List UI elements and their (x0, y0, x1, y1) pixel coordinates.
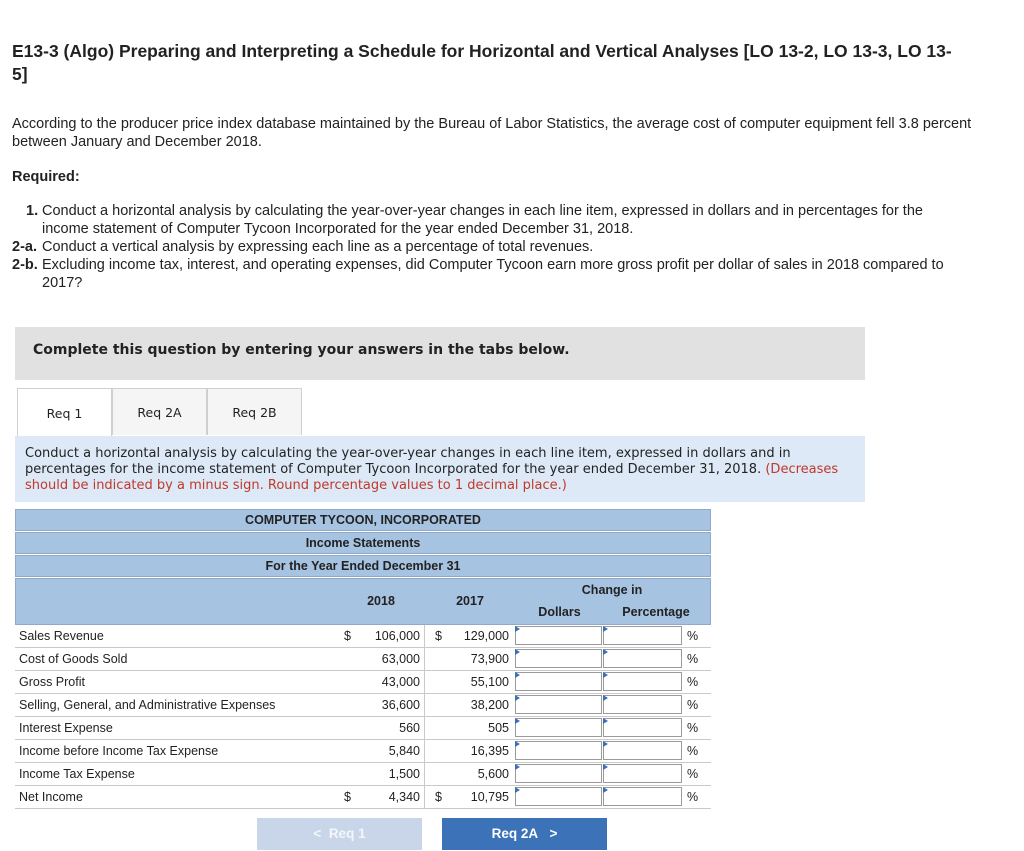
value-2017: 10,795 (470, 790, 509, 804)
table-row (15, 625, 711, 648)
column-divider (424, 648, 425, 670)
input-marker-icon (603, 741, 608, 747)
column-divider (424, 786, 425, 808)
input-marker-icon (603, 787, 608, 793)
required-label: Required: (12, 169, 80, 185)
input-marker-icon (603, 649, 608, 655)
percent-sign: % (687, 721, 699, 735)
percent-sign: % (687, 744, 699, 758)
prev-req-label: Req 1 (328, 826, 366, 841)
input-marker-icon (603, 626, 608, 632)
statement-period: For the Year Ended December 31 (15, 555, 711, 577)
input-marker-icon (515, 787, 520, 793)
row-label: Interest Expense (19, 721, 113, 735)
chevron-right-icon: > (549, 826, 558, 841)
dollar-change-input[interactable] (515, 787, 602, 806)
tab-bar (17, 388, 302, 436)
input-marker-icon (603, 672, 608, 678)
requirements-list (12, 202, 972, 292)
column-divider (424, 740, 425, 762)
requirement-1 (12, 202, 972, 238)
percent-sign: % (687, 629, 699, 643)
dollar-change-input[interactable] (515, 695, 602, 714)
percentage-change-input[interactable] (603, 764, 682, 783)
next-req-label: Req 2A (491, 826, 539, 841)
column-header-row (15, 578, 711, 625)
table-row (15, 648, 711, 671)
requirement-2b (12, 256, 972, 292)
instructions-main: Conduct a horizontal analysis by calculating the year-over-year changes in each line item, expressed in dollars and in percentages for the income statement of Computer Tycoon Incorporated for the year ended December 31, 2018. (25, 446, 791, 477)
company-name: COMPUTER TYCOON, INCORPORATED (15, 509, 711, 531)
value-2018: 106,000 (374, 629, 420, 643)
percentage-change-input[interactable] (603, 695, 682, 714)
column-divider (424, 694, 425, 716)
column-divider (424, 717, 425, 739)
tab-req-1[interactable]: Req 1 (17, 388, 112, 437)
problem-intro: According to the producer price index database maintained by the Bureau of Labor Statistics, the average cost of computer equipment fell 3.8 percent between January and December 2018. (12, 116, 972, 150)
dollar-change-input[interactable] (515, 672, 602, 691)
value-2017: 505 (488, 721, 509, 735)
value-2018: 36,600 (381, 698, 420, 712)
tab-req-2b[interactable]: Req 2B (207, 388, 302, 435)
percentage-change-input[interactable] (603, 787, 682, 806)
tab-instructions (15, 436, 865, 502)
banner-text: Complete this question by entering your answers in the tabs below. (33, 342, 570, 358)
input-marker-icon (603, 764, 608, 770)
value-2018: 63,000 (381, 652, 420, 666)
column-header-dollars: Dollars (538, 605, 581, 619)
row-label: Sales Revenue (19, 629, 104, 643)
column-divider (424, 625, 425, 647)
requirement-2a (12, 238, 972, 256)
percent-sign: % (687, 652, 699, 666)
dollar-change-input[interactable] (515, 626, 602, 645)
value-2018: 4,340 (388, 790, 420, 804)
input-marker-icon (515, 741, 520, 747)
input-marker-icon (515, 695, 520, 701)
instructions-paragraph (25, 446, 855, 494)
tab-req-2a[interactable]: Req 2A (112, 388, 207, 435)
problem-title: E13-3 (Algo) Preparing and Interpreting a Schedule for Horizontal and Vertical Analyses [LO 13-2, LO 13-3, LO 13-5] (12, 41, 952, 84)
requirement-text: Conduct a horizontal analysis by calculating the year-over-year changes in each line item, expressed in dollars and in percentages for the income statement of Computer Tycoon Incorporated for the year ended December 31, 2018. (42, 203, 923, 237)
input-marker-icon (603, 695, 608, 701)
value-2017: 55,100 (470, 675, 509, 689)
table-row (15, 786, 711, 809)
next-req-button[interactable] (442, 818, 607, 850)
instructions-note: (Decreases should be indicated by a minus sign. Round percentage values to 1 decimal place.) (25, 462, 839, 493)
requirement-text: Conduct a vertical analysis by expressing each line as a percentage of total revenues. (42, 239, 594, 255)
dollar-change-input[interactable] (515, 718, 602, 737)
input-marker-icon (515, 718, 520, 724)
input-marker-icon (515, 649, 520, 655)
percent-sign: % (687, 698, 699, 712)
table-row (15, 671, 711, 694)
row-label: Gross Profit (19, 675, 85, 689)
column-header-percentage: Percentage (622, 605, 690, 619)
dollar-change-input[interactable] (515, 764, 602, 783)
column-header-2018: 2018 (367, 594, 395, 608)
column-divider (424, 671, 425, 693)
value-2017: 5,600 (477, 767, 509, 781)
input-marker-icon (515, 764, 520, 770)
percent-sign: % (687, 675, 699, 689)
statement-title: Income Statements (15, 532, 711, 554)
table-row (15, 717, 711, 740)
value-2018: 5,840 (388, 744, 420, 758)
row-label: Net Income (19, 790, 83, 804)
percent-sign: % (687, 790, 699, 804)
value-2017: 73,900 (470, 652, 509, 666)
instructions-banner (15, 327, 865, 380)
percentage-change-input[interactable] (603, 626, 682, 645)
row-label: Income Tax Expense (19, 767, 135, 781)
percentage-change-input[interactable] (603, 741, 682, 760)
row-label: Cost of Goods Sold (19, 652, 128, 666)
row-label: Income before Income Tax Expense (19, 744, 219, 758)
percentage-change-input[interactable] (603, 672, 682, 691)
column-divider (424, 763, 425, 785)
requirement-number: 1. (26, 203, 39, 219)
currency-symbol-2017: $ (435, 629, 442, 643)
input-marker-icon (515, 626, 520, 632)
dollar-change-input[interactable] (515, 649, 602, 668)
value-2017: 129,000 (463, 629, 509, 643)
column-header-2017: 2017 (456, 594, 484, 608)
chevron-left-icon: < (313, 826, 322, 841)
value-2018: 1,500 (388, 767, 420, 781)
currency-symbol-2018: $ (344, 790, 351, 804)
dollar-change-input[interactable] (515, 741, 602, 760)
value-2018: 560 (399, 721, 420, 735)
percentage-change-input[interactable] (603, 718, 682, 737)
percentage-change-input[interactable] (603, 649, 682, 668)
table-row (15, 763, 711, 786)
currency-symbol-2018: $ (344, 629, 351, 643)
requirement-number: 2-a. (12, 239, 37, 255)
value-2017: 38,200 (470, 698, 509, 712)
value-2017: 16,395 (470, 744, 509, 758)
value-2018: 43,000 (381, 675, 420, 689)
row-label: Selling, General, and Administrative Expenses (19, 698, 276, 712)
currency-symbol-2017: $ (435, 790, 442, 804)
input-marker-icon (603, 718, 608, 724)
column-header-change: Change in (581, 583, 643, 597)
requirement-text: Excluding income tax, interest, and operating expenses, did Computer Tycoon earn more gross profit per dollar of sales in 2018 compared to 2017? (42, 257, 944, 291)
input-marker-icon (515, 672, 520, 678)
table-row (15, 740, 711, 763)
prev-req-button[interactable] (257, 818, 422, 850)
percent-sign: % (687, 767, 699, 781)
table-row (15, 694, 711, 717)
requirement-number: 2-b. (12, 257, 38, 273)
